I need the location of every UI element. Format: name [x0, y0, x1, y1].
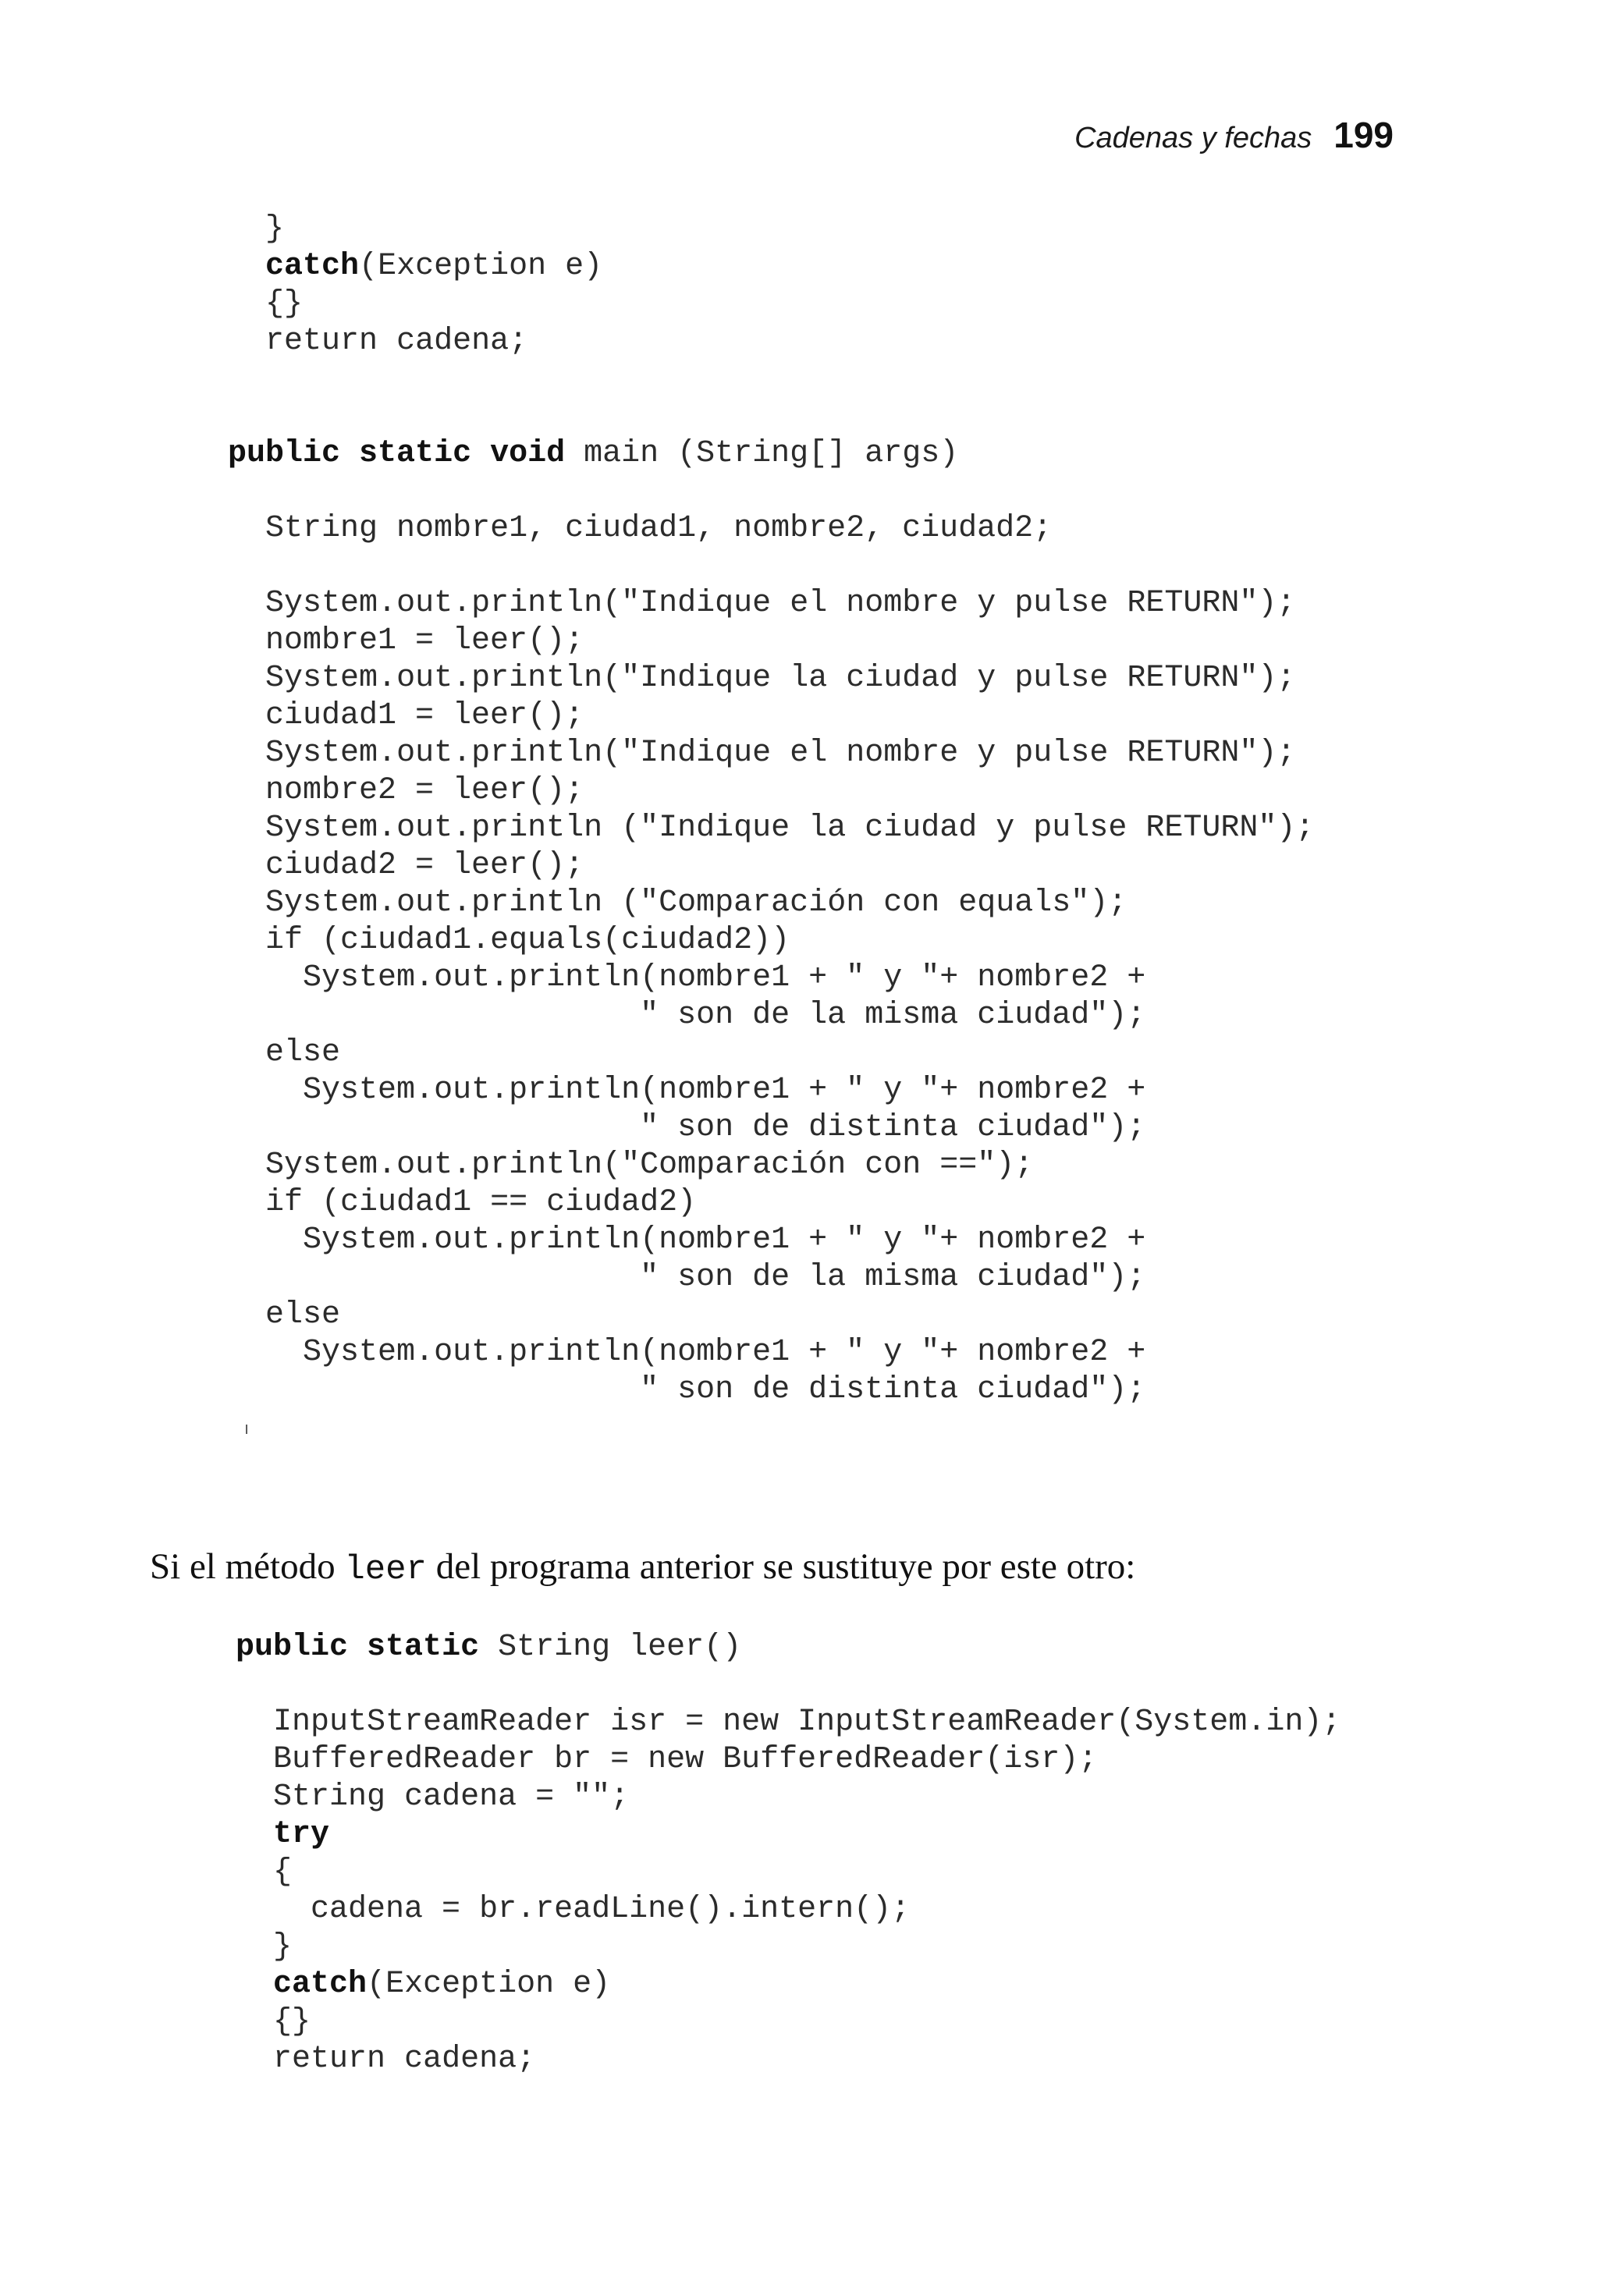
code-line: System.out.println(nombre1 + " y "+ nombre2 +	[303, 1223, 1146, 1258]
code-line: if (ciudad1 == ciudad2)	[265, 1185, 697, 1220]
paragraph-text-before: Si el método	[150, 1546, 345, 1587]
code-line: try	[273, 1817, 330, 1852]
code-line: System.out.println(nombre1 + " y "+ nombre2 +	[303, 960, 1146, 995]
code-line: System.out.println("Indique el nombre y pulse RETURN");	[265, 586, 1296, 621]
body-paragraph	[150, 1543, 1135, 1593]
code-line: else	[265, 1035, 341, 1070]
code-line: System.out.println("Indique el nombre y pulse RETURN");	[265, 736, 1296, 771]
code-line: else	[265, 1297, 341, 1333]
stray-print-mark: ı	[244, 1418, 250, 1438]
code-line: {}	[228, 286, 304, 321]
code-line: return cadena;	[265, 324, 528, 359]
code-line: " son de distinta ciudad");	[228, 1372, 1146, 1407]
code-line: System.out.println ("Indique la ciudad y pulse RETURN");	[265, 811, 1315, 846]
code-line: }	[228, 211, 285, 247]
code-line: BufferedReader br = new BufferedReader(isr);	[273, 1742, 1098, 1777]
code-block-main-method	[228, 211, 1314, 1409]
code-line: nombre2 = leer();	[228, 773, 584, 808]
code-line: public static String leer()	[236, 1630, 742, 1665]
inline-code-leer: leer	[344, 1550, 427, 1589]
code-line: System.out.println(nombre1 + " y "+ nombre2 +	[303, 1335, 1146, 1370]
code-line: " son de la misma ciudad");	[228, 1260, 1146, 1295]
code-line: InputStreamReader isr = new InputStreamReader(System.in);	[273, 1705, 1341, 1740]
code-line: public static void main (String[] args)	[228, 436, 959, 471]
code-line: " son de la misma ciudad");	[228, 998, 1146, 1033]
code-line: System.out.println("Indique la ciudad y pulse RETURN");	[265, 661, 1296, 696]
paragraph-text-after: del programa anterior se sustituye por este otro:	[426, 1546, 1136, 1587]
page-number: 199	[1333, 115, 1394, 155]
code-block-leer-method	[236, 1629, 1341, 2078]
code-line: nombre1 = leer();	[228, 623, 584, 658]
code-line: " son de distinta ciudad");	[228, 1110, 1146, 1145]
code-line: if (ciudad1.equals(ciudad2))	[265, 923, 790, 958]
code-line: ciudad2 = leer();	[228, 848, 584, 883]
code-line: System.out.println(nombre1 + " y "+ nombre2 +	[303, 1073, 1146, 1108]
code-line: cadena = br.readLine().intern();	[311, 1892, 911, 1927]
code-line: }	[236, 1929, 293, 1964]
code-line: String cadena = "";	[273, 1780, 630, 1815]
running-header	[1074, 114, 1394, 156]
code-line: catch(Exception e)	[273, 1967, 611, 2002]
code-line: {}	[236, 2004, 311, 2039]
chapter-title: Cadenas y fechas	[1074, 122, 1312, 154]
code-line: String nombre1, ciudad1, nombre2, ciudad2;	[265, 511, 1053, 546]
code-line: catch(Exception e)	[265, 249, 603, 284]
code-line: System.out.println ("Comparación con equals");	[265, 885, 1127, 921]
code-line: System.out.println("Comparación con ==");	[265, 1148, 1034, 1183]
code-line: {	[236, 1854, 293, 1890]
code-line: return cadena;	[273, 2042, 536, 2077]
code-line: ciudad1 = leer();	[228, 698, 584, 733]
